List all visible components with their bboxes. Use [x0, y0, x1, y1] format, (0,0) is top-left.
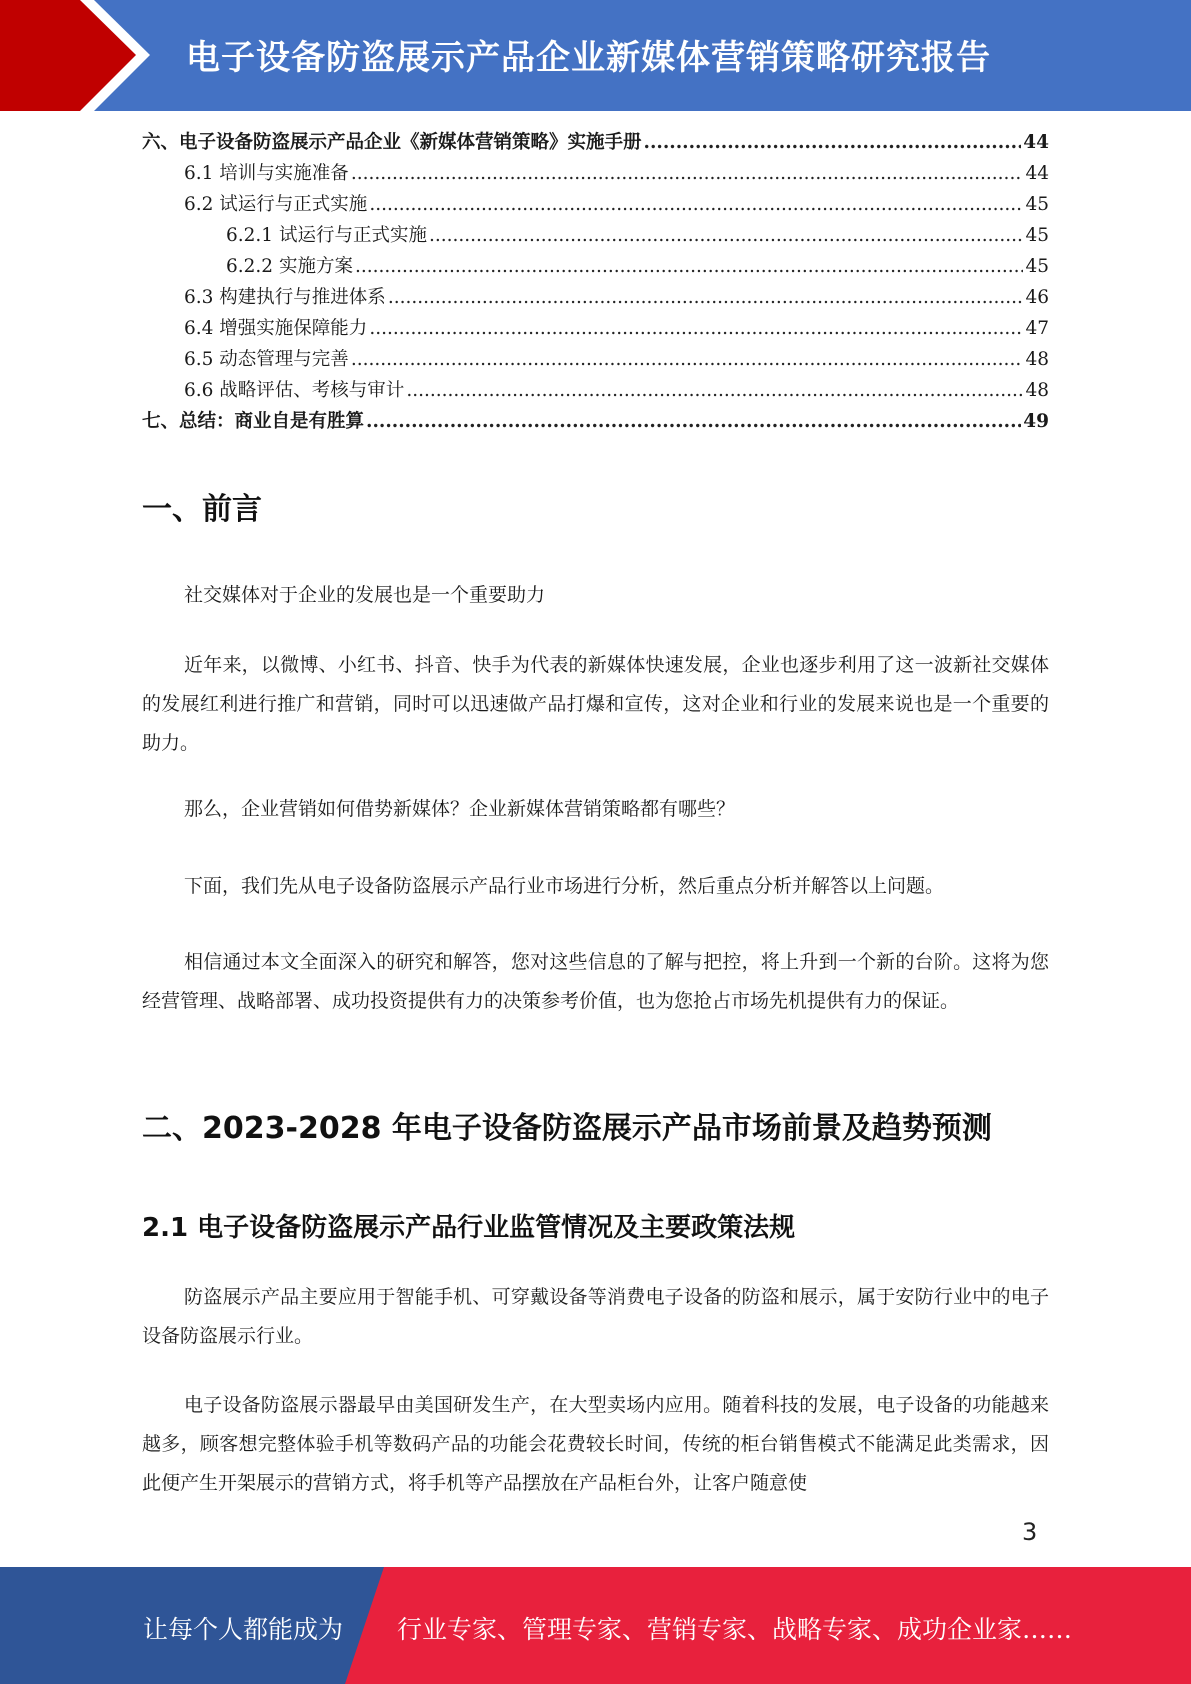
page-header — [0, 0, 1191, 111]
toc-entry-page: 45 — [1025, 225, 1049, 246]
toc-entry-page: 48 — [1025, 380, 1049, 401]
toc-entry-page: 45 — [1025, 256, 1049, 277]
toc-entry[interactable] — [142, 221, 1049, 252]
body-paragraph: 社交媒体对于企业的发展也是一个重要助力 — [184, 584, 546, 606]
body-paragraph: 防盗展示产品主要应用于智能手机、可穿戴设备等消费电子设备的防盗和展示，属于安防行业中的电子设备防盗展示行业。 — [142, 1286, 1049, 1347]
toc-leader-dots — [388, 287, 1024, 308]
toc-entry-page: 48 — [1025, 349, 1049, 370]
toc-leader-dots — [406, 380, 1023, 401]
body-paragraph: 电子设备防盗展示器最早由美国研发生产，在大型卖场内应用。随着科技的发展，电子设备的功能越来越多，顾客想完整体验手机等数码产品的功能会花费较长时间，传统的柜台销售模式不能满足此类需求，因此便产生开架展示的营销方式，将手机等产品摆放在产品柜台外，让客户随意使 — [142, 1394, 1049, 1494]
footer-slogan-left: 让每个人都能成为 — [143, 1615, 344, 1644]
toc-leader-dots — [351, 349, 1024, 370]
toc-entry-title: 六、电子设备防盗展示产品企业《新媒体营销策略》实施手册 — [142, 132, 642, 153]
toc-entry-page: 44 — [1023, 132, 1049, 153]
header-chevron-graphic — [0, 0, 160, 111]
toc-entry[interactable] — [142, 376, 1049, 407]
toc-leader-dots — [369, 194, 1023, 215]
toc-entry[interactable] — [142, 407, 1049, 438]
section-heading-market-outlook: 二、2023-2028 年电子设备防盗展示产品市场前景及趋势预测 — [142, 1111, 992, 1146]
toc-entry[interactable] — [142, 345, 1049, 376]
toc-entry-title: 6.5 动态管理与完善 — [184, 349, 349, 370]
body-paragraph: 那么，企业营销如何借势新媒体？企业新媒体营销策略都有哪些？ — [184, 798, 736, 820]
toc-entry-page: 44 — [1025, 163, 1049, 184]
toc-entry-title: 6.1 培训与实施准备 — [184, 163, 349, 184]
toc-entry-title: 6.2.1 试运行与正式实施 — [226, 225, 427, 246]
toc-entry[interactable] — [142, 128, 1049, 159]
toc-entry-page: 47 — [1025, 318, 1049, 339]
page-number: 3 — [1022, 1518, 1038, 1546]
toc-entry-title: 6.2 试运行与正式实施 — [184, 194, 368, 215]
toc-entry-page: 45 — [1025, 194, 1049, 215]
toc-leader-dots — [366, 411, 1021, 432]
toc-entry-page: 49 — [1023, 411, 1049, 432]
toc-entry[interactable] — [142, 190, 1049, 221]
toc-entry-title: 6.6 战略评估、考核与审计 — [184, 380, 405, 401]
toc-entry-title: 七、总结：商业自是有胜算 — [142, 411, 365, 432]
toc-entry[interactable] — [142, 252, 1049, 283]
report-title: 电子设备防盗展示产品企业新媒体营销策略研究报告 — [186, 38, 991, 78]
footer-slogan-right: 行业专家、管理专家、营销专家、战略专家、成功企业家…… — [397, 1615, 1073, 1644]
toc-leader-dots — [429, 225, 1023, 246]
table-of-contents — [142, 128, 1049, 438]
toc-entry-title: 6.3 构建执行与推进体系 — [184, 287, 386, 308]
body-paragraph: 下面，我们先从电子设备防盗展示产品行业市场进行分析，然后重点分析并解答以上问题。 — [184, 875, 945, 897]
toc-leader-dots — [644, 132, 1022, 153]
subsection-heading-regulation: 2.1 电子设备防盗展示产品行业监管情况及主要政策法规 — [142, 1213, 796, 1243]
toc-entry-title: 6.2.2 实施方案 — [226, 256, 353, 277]
section-heading-preface: 一、前言 — [142, 492, 262, 527]
body-paragraph: 相信通过本文全面深入的研究和解答，您对这些信息的了解与把控，将上升到一个新的台阶。这将为您经营管理、战略部署、成功投资提供有力的决策参考价值，也为您抢占市场先机提供有力的保证。 — [142, 951, 1049, 1012]
toc-entry[interactable] — [142, 283, 1049, 314]
toc-entry[interactable] — [142, 314, 1049, 345]
page-footer — [0, 1567, 1191, 1684]
body-paragraph: 近年来，以微博、小红书、抖音、快手为代表的新媒体快速发展，企业也逐步利用了这一波新社交媒体的发展红利进行推广和营销，同时可以迅速做产品打爆和宣传，这对企业和行业的发展来说也是一个重要的助力。 — [142, 654, 1049, 754]
toc-leader-dots — [351, 163, 1024, 184]
toc-leader-dots — [355, 256, 1024, 277]
toc-leader-dots — [369, 318, 1023, 339]
toc-entry-page: 46 — [1025, 287, 1049, 308]
toc-entry[interactable] — [142, 159, 1049, 190]
toc-entry-title: 6.4 增强实施保障能力 — [184, 318, 368, 339]
